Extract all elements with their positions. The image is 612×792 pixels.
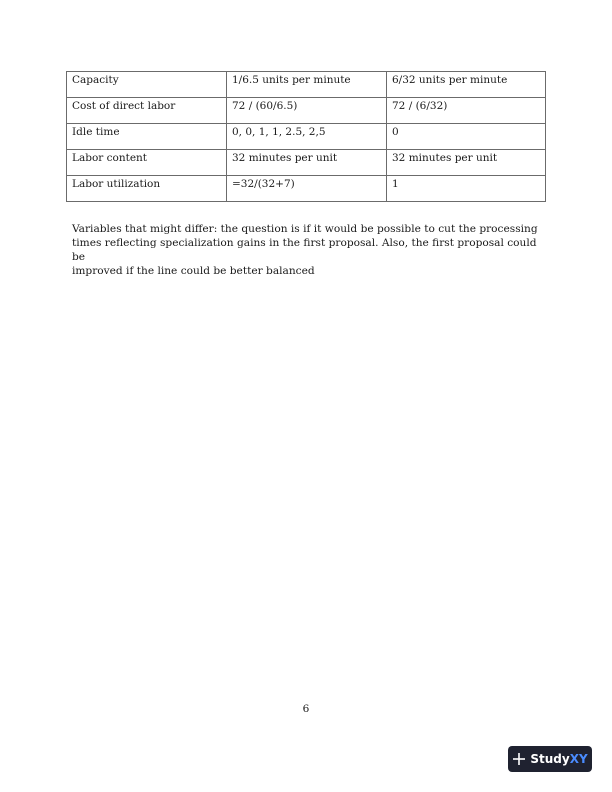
table-cell: 32 minutes per unit	[387, 150, 546, 176]
table-row	[67, 124, 546, 150]
page-number: 6	[302, 703, 310, 715]
table-row	[67, 98, 546, 124]
paragraph-line: Variables that might differ: the question is if it would be possible to cut the processing	[72, 223, 538, 235]
table-cell: Capacity	[67, 72, 227, 98]
comparison-table	[66, 71, 546, 202]
table-cell: 1	[387, 176, 546, 202]
table-cell: 32 minutes per unit	[227, 150, 387, 176]
body-paragraph	[72, 222, 552, 278]
table-cell: Labor utilization	[67, 176, 227, 202]
table-cell: Cost of direct labor	[67, 98, 227, 124]
table-row	[67, 176, 546, 202]
table-cell: 6/32 units per minute	[387, 72, 546, 98]
brand-logo-text	[530, 752, 587, 766]
studyxy-badge[interactable]	[508, 746, 592, 772]
table-cell: Idle time	[67, 124, 227, 150]
paragraph-line: improved if the line could be better balanced	[72, 265, 315, 277]
table-row	[67, 72, 546, 98]
paragraph-line: times reflecting specialization gains in the first proposal. Also, the first proposal could be	[72, 237, 537, 263]
table-cell: 0, 0, 1, 1, 2.5, 2,5	[227, 124, 387, 150]
table-cell: 0	[387, 124, 546, 150]
brand-main: Study	[530, 752, 570, 766]
table-cell: 1/6.5 units per minute	[227, 72, 387, 98]
brand-accent: XY	[569, 752, 588, 766]
table-cell: Labor content	[67, 150, 227, 176]
table-row	[67, 150, 546, 176]
table-cell: 72 / (60/6.5)	[227, 98, 387, 124]
table-cell: 72 / (6/32)	[387, 98, 546, 124]
table-cell: =32/(32+7)	[227, 176, 387, 202]
plus-icon	[512, 752, 526, 766]
